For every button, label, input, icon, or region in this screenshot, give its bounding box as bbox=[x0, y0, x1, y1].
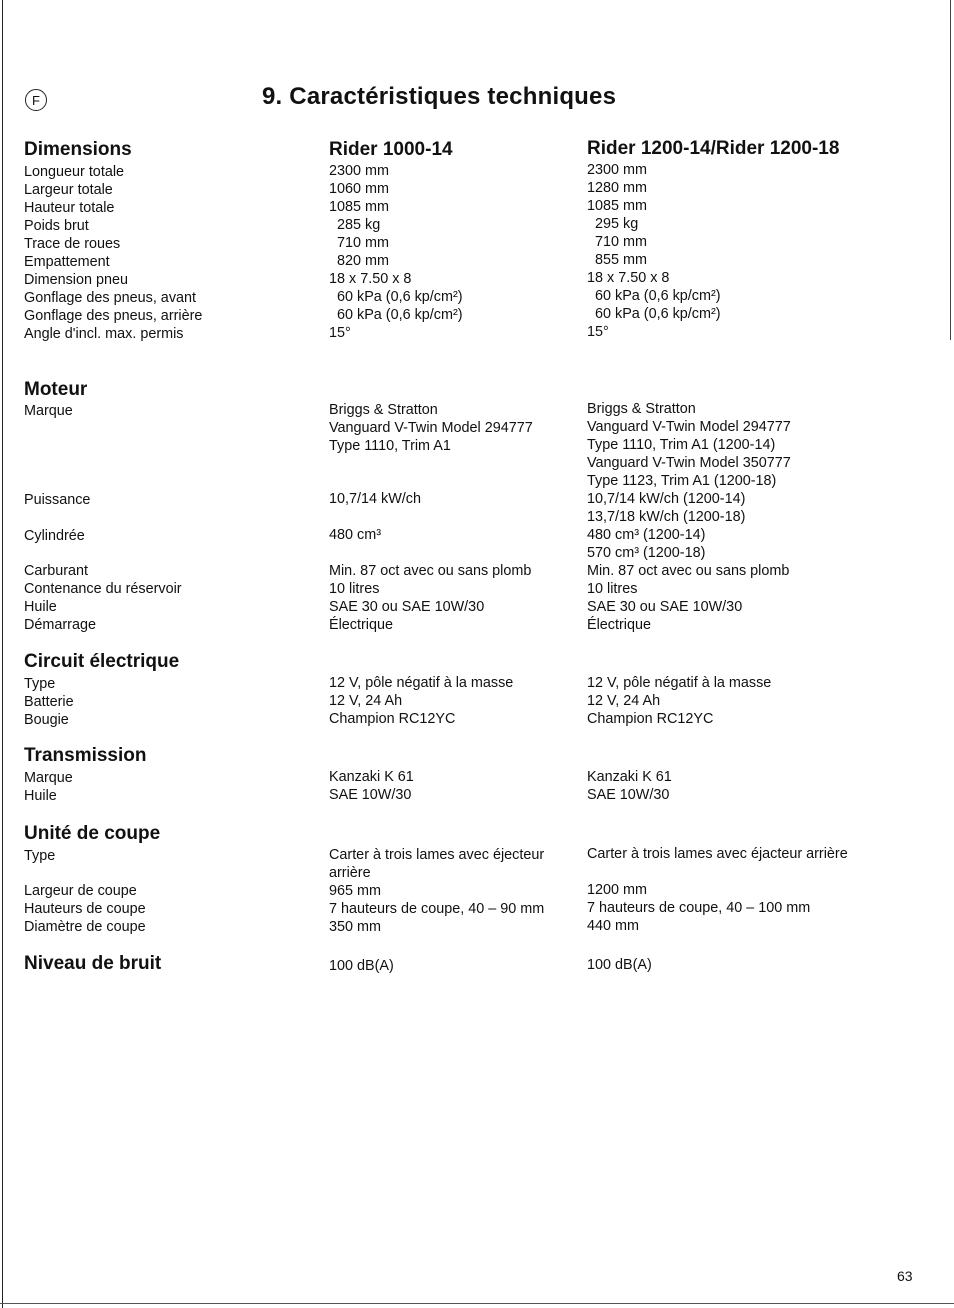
value-cell: 18 x 7.50 x 8 bbox=[587, 270, 670, 286]
value-cell: 2300 mm bbox=[329, 163, 389, 179]
label-puissance: Puissance bbox=[24, 492, 91, 508]
value-cell: Briggs & Stratton bbox=[587, 401, 696, 417]
value-cell: 440 mm bbox=[587, 918, 639, 934]
value-cell: 12 V, pôle négatif à la masse bbox=[587, 675, 772, 691]
label-type: Type bbox=[24, 848, 56, 864]
value-cell: 12 V, 24 Ah bbox=[329, 693, 403, 709]
page-number: 63 bbox=[897, 1268, 913, 1284]
value-cell: Électrique bbox=[587, 617, 651, 633]
model-a-heading: Rider 1000-14 bbox=[329, 139, 453, 160]
value-cell: 855 mm bbox=[595, 252, 647, 268]
value-cell: SAE 30 ou SAE 10W/30 bbox=[329, 599, 485, 615]
value-cell: Kanzaki K 61 bbox=[587, 769, 672, 785]
value-cell: 60 kPa (0,6 kp/cm²) bbox=[595, 288, 721, 304]
label-type: Type bbox=[24, 676, 56, 692]
label-diametre-coupe: Diamètre de coupe bbox=[24, 919, 146, 935]
value-cell: 60 kPa (0,6 kp/cm²) bbox=[337, 289, 463, 305]
value-cell: Vanguard V-Twin Model 350777 bbox=[587, 455, 791, 471]
label-largeur: Largeur totale bbox=[24, 182, 113, 198]
label-huile: Huile bbox=[24, 599, 57, 615]
value-cell: 7 hauteurs de coupe, 40 – 90 mm bbox=[329, 901, 545, 917]
section-heading-dimensions: Dimensions bbox=[24, 139, 132, 160]
value-cell: 15° bbox=[329, 325, 351, 341]
value-cell: Min. 87 oct avec ou sans plomb bbox=[329, 563, 532, 579]
value-cell: Champion RC12YC bbox=[329, 711, 456, 727]
value-cell: 13,7/18 kW/ch (1200-18) bbox=[587, 509, 746, 525]
label-hauteurs-coupe: Hauteurs de coupe bbox=[24, 901, 146, 917]
value-cell: Carter à trois lames avec éjecteur bbox=[329, 847, 545, 863]
label-empattement: Empattement bbox=[24, 254, 110, 270]
value-cell: 10 litres bbox=[329, 581, 380, 597]
value-cell: 15° bbox=[587, 324, 609, 340]
value-cell: 570 cm³ (1200-18) bbox=[587, 545, 706, 561]
value-cell: 1060 mm bbox=[329, 181, 389, 197]
value-cell: 18 x 7.50 x 8 bbox=[329, 271, 412, 287]
value-cell: Carter à trois lames avec éjacteur arrière bbox=[587, 846, 848, 862]
section-heading-moteur: Moteur bbox=[24, 379, 88, 400]
right-page-edge bbox=[950, 0, 951, 340]
value-cell: 60 kPa (0,6 kp/cm²) bbox=[337, 307, 463, 323]
label-cylindree: Cylindrée bbox=[24, 528, 85, 544]
value-cell: Type 1110, Trim A1 bbox=[329, 438, 451, 454]
value-cell: 100 dB(A) bbox=[329, 958, 394, 974]
section-heading-coupe: Unité de coupe bbox=[24, 823, 161, 844]
value-cell: 710 mm bbox=[595, 234, 647, 250]
label-demarrage: Démarrage bbox=[24, 617, 96, 633]
label-trace: Trace de roues bbox=[24, 236, 121, 252]
label-batterie: Batterie bbox=[24, 694, 74, 710]
value-cell: Électrique bbox=[329, 617, 393, 633]
value-cell: 2300 mm bbox=[587, 162, 647, 178]
label-gonflage-avant: Gonflage des pneus, avant bbox=[24, 290, 197, 306]
value-cell: 60 kPa (0,6 kp/cm²) bbox=[595, 306, 721, 322]
value-cell: 12 V, pôle négatif à la masse bbox=[329, 675, 514, 691]
value-cell: 1085 mm bbox=[587, 198, 647, 214]
value-cell: SAE 10W/30 bbox=[587, 787, 670, 803]
value-cell: 10,7/14 kW/ch (1200-14) bbox=[587, 491, 746, 507]
label-angle: Angle d'incl. max. permis bbox=[24, 326, 184, 342]
language-badge-icon: F bbox=[25, 89, 47, 111]
label-longueur: Longueur totale bbox=[24, 164, 125, 180]
value-cell: Briggs & Stratton bbox=[329, 402, 438, 418]
value-cell: Type 1110, Trim A1 (1200-14) bbox=[587, 437, 776, 453]
value-cell: 820 mm bbox=[337, 253, 389, 269]
value-cell: SAE 30 ou SAE 10W/30 bbox=[587, 599, 743, 615]
value-cell: 295 kg bbox=[595, 216, 639, 232]
label-pneu: Dimension pneu bbox=[24, 272, 128, 288]
label-carburant: Carburant bbox=[24, 563, 88, 579]
page-title: 9. Caractéristiques techniques bbox=[262, 83, 617, 110]
label-hauteur: Hauteur totale bbox=[24, 200, 115, 216]
value-cell: 12 V, 24 Ah bbox=[587, 693, 661, 709]
label-huile: Huile bbox=[24, 788, 57, 804]
section-heading-bruit: Niveau de bruit bbox=[24, 953, 162, 974]
value-cell: Min. 87 oct avec ou sans plomb bbox=[587, 563, 790, 579]
value-cell: 285 kg bbox=[337, 217, 381, 233]
value-cell: 480 cm³ bbox=[329, 527, 381, 543]
value-cell: 100 dB(A) bbox=[587, 957, 652, 973]
label-marque: Marque bbox=[24, 403, 73, 419]
value-cell: arrière bbox=[329, 865, 371, 881]
value-cell: 7 hauteurs de coupe, 40 – 100 mm bbox=[587, 900, 811, 916]
value-cell: Vanguard V-Twin Model 294777 bbox=[587, 419, 791, 435]
label-poids: Poids brut bbox=[24, 218, 89, 234]
value-cell: 480 cm³ (1200-14) bbox=[587, 527, 706, 543]
section-heading-transmission: Transmission bbox=[24, 745, 147, 766]
value-cell: Vanguard V-Twin Model 294777 bbox=[329, 420, 533, 436]
label-bougie: Bougie bbox=[24, 712, 69, 728]
label-gonflage-arriere: Gonflage des pneus, arrière bbox=[24, 308, 203, 324]
value-cell: 710 mm bbox=[337, 235, 389, 251]
section-heading-circuit: Circuit électrique bbox=[24, 651, 180, 672]
left-page-edge bbox=[2, 0, 3, 1308]
value-cell: Champion RC12YC bbox=[587, 711, 714, 727]
value-cell: 965 mm bbox=[329, 883, 381, 899]
value-cell: 1280 mm bbox=[587, 180, 647, 196]
value-cell: 10,7/14 kW/ch bbox=[329, 491, 421, 507]
label-largeur-coupe: Largeur de coupe bbox=[24, 883, 137, 899]
label-marque: Marque bbox=[24, 770, 73, 786]
value-cell: 1085 mm bbox=[329, 199, 389, 215]
value-cell: Kanzaki K 61 bbox=[329, 769, 414, 785]
bottom-page-edge bbox=[0, 1303, 954, 1304]
label-reservoir: Contenance du réservoir bbox=[24, 581, 182, 597]
value-cell: 1200 mm bbox=[587, 882, 647, 898]
value-cell: 350 mm bbox=[329, 919, 381, 935]
model-b-heading: Rider 1200-14/Rider 1200-18 bbox=[587, 138, 840, 159]
value-cell: 10 litres bbox=[587, 581, 638, 597]
value-cell: SAE 10W/30 bbox=[329, 787, 412, 803]
value-cell: Type 1123, Trim A1 (1200-18) bbox=[587, 473, 777, 489]
